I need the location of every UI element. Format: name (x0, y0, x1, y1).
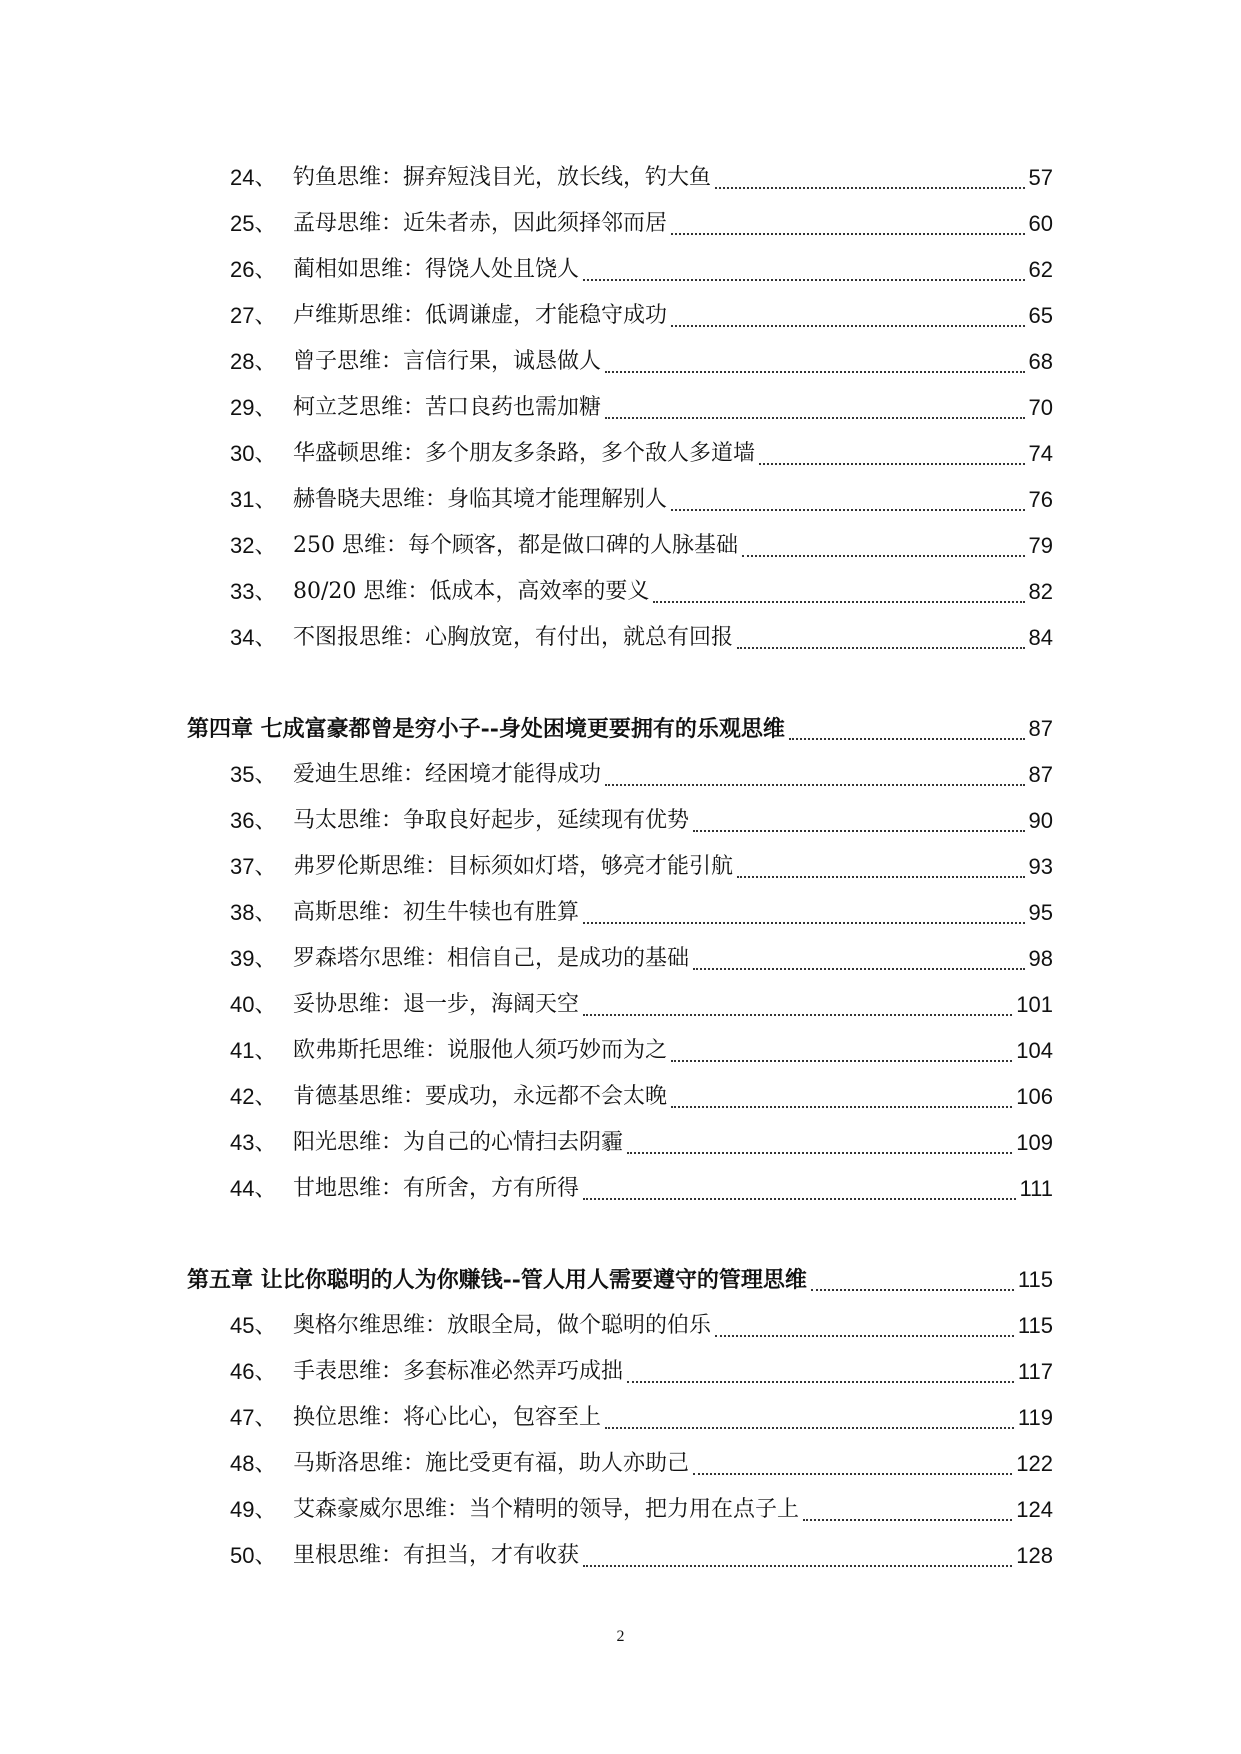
toc-entry[interactable] (187, 201, 1053, 247)
dot-leader (627, 1152, 1012, 1154)
entry-number: 50、 (230, 1543, 277, 1568)
toc-entry[interactable] (187, 1303, 1053, 1349)
dot-leader (583, 1014, 1012, 1016)
toc-entry[interactable] (187, 1028, 1053, 1074)
toc-entry[interactable] (187, 293, 1053, 339)
entry-title: 孟母思维：近朱者赤，因此须择邻而居 (293, 211, 668, 236)
entry-number: 27、 (230, 303, 277, 328)
entry-title: 艾森豪威尔思维：当个精明的领导，把力用在点子上 (293, 1497, 800, 1522)
entry-number: 39、 (230, 946, 277, 971)
entry-page-number: 98 (1028, 946, 1053, 971)
entry-number: 47、 (230, 1405, 277, 1430)
entry-number: 41、 (230, 1038, 277, 1063)
entry-title: 手表思维：多套标准必然弄巧成拙 (293, 1359, 624, 1384)
entry-title: 卢维斯思维：低调谦虚，才能稳守成功 (293, 303, 668, 328)
dot-leader (742, 555, 1025, 557)
entry-number: 29、 (230, 395, 277, 420)
entry-number: 28、 (230, 349, 277, 374)
toc-entry[interactable] (187, 155, 1053, 201)
toc-entry[interactable] (187, 1349, 1053, 1395)
entry-number: 43、 (230, 1130, 277, 1155)
entry-title: 奥格尔维思维：放眼全局，做个聪明的伯乐 (293, 1313, 712, 1338)
entry-title: 80/20 思维：低成本，高效率的要义 (293, 579, 650, 604)
entry-page-number: 106 (1016, 1084, 1053, 1109)
toc-entry[interactable] (187, 385, 1053, 431)
toc-entry[interactable] (187, 890, 1053, 936)
chapter-title: 第四章 七成富豪都曾是穷小子--身处困境更要拥有的乐观思维 (187, 716, 785, 742)
dot-leader (789, 738, 1025, 740)
entry-page-number: 117 (1017, 1359, 1053, 1384)
section-spacer (187, 661, 1053, 706)
entry-page-number: 70 (1028, 395, 1053, 420)
entry-number: 34、 (230, 625, 277, 650)
dot-leader (693, 1473, 1012, 1475)
dot-leader (583, 1565, 1012, 1567)
toc-entry[interactable] (187, 982, 1053, 1028)
entry-page-number: 128 (1016, 1543, 1053, 1568)
entry-number: 48、 (230, 1451, 277, 1476)
toc-entry[interactable] (187, 936, 1053, 982)
dot-leader (605, 1427, 1014, 1429)
toc-entry[interactable] (187, 798, 1053, 844)
entry-title: 罗森塔尔思维：相信自己，是成功的基础 (293, 946, 690, 971)
entry-number: 38、 (230, 900, 277, 925)
section-spacer (187, 1212, 1053, 1257)
entry-page-number: 79 (1028, 533, 1053, 558)
toc-entry[interactable] (187, 1487, 1053, 1533)
entry-number: 35、 (230, 762, 277, 787)
entry-title: 阳光思维：为自己的心情扫去阴霾 (293, 1130, 624, 1155)
entry-page-number: 60 (1028, 211, 1053, 236)
dot-leader (803, 1519, 1012, 1521)
chapter-page-number: 87 (1028, 716, 1053, 741)
entry-title: 妥协思维：退一步，海阔天空 (293, 992, 580, 1017)
dot-leader (759, 463, 1025, 465)
entry-number: 31、 (230, 487, 277, 512)
toc-entry[interactable] (187, 431, 1053, 477)
entry-page-number: 122 (1016, 1451, 1053, 1476)
entry-number: 37、 (230, 854, 277, 879)
entry-number: 25、 (230, 211, 277, 236)
dot-leader (671, 233, 1025, 235)
entry-number: 30、 (230, 441, 277, 466)
toc-entry[interactable] (187, 339, 1053, 385)
dot-leader (715, 1335, 1014, 1337)
entry-page-number: 68 (1028, 349, 1053, 374)
entry-number: 49、 (230, 1497, 277, 1522)
entry-title: 欧弗斯托思维：说服他人须巧妙而为之 (293, 1038, 668, 1063)
dot-leader (671, 1106, 1012, 1108)
page-footer-number: 2 (616, 1628, 625, 1645)
entry-title: 肯德基思维：要成功，永远都不会太晚 (293, 1084, 668, 1109)
dot-leader (583, 922, 1025, 924)
entry-number: 32、 (230, 533, 277, 558)
entry-page-number: 82 (1028, 579, 1053, 604)
toc-entry[interactable] (187, 247, 1053, 293)
toc-entry[interactable] (187, 615, 1053, 661)
entry-title: 换位思维：将心比心，包容至上 (293, 1405, 602, 1430)
entry-title: 蔺相如思维：得饶人处且饶人 (293, 257, 580, 282)
entry-number: 45、 (230, 1313, 277, 1338)
toc-group (187, 706, 1053, 1212)
dot-leader (583, 279, 1025, 281)
toc-entry[interactable] (187, 1166, 1053, 1212)
entry-title: 赫鲁晓夫思维：身临其境才能理解别人 (293, 487, 668, 512)
dot-leader (737, 876, 1025, 878)
chapter-page-number: 115 (1017, 1267, 1053, 1292)
entry-title: 曾子思维：言信行果，诚恳做人 (293, 349, 602, 374)
entry-title: 马斯洛思维：施比受更有福，助人亦助己 (293, 1451, 690, 1476)
entry-page-number: 84 (1028, 625, 1053, 650)
toc-entry[interactable] (187, 569, 1053, 615)
entry-page-number: 101 (1016, 992, 1053, 1017)
entry-title: 不图报思维：心胸放宽，有付出，就总有回报 (293, 625, 734, 650)
entry-page-number: 119 (1017, 1405, 1053, 1430)
entry-title: 马太思维：争取良好起步，延续现有优势 (293, 808, 690, 833)
entry-number: 26、 (230, 257, 277, 282)
entry-page-number: 124 (1016, 1497, 1053, 1522)
dot-leader (605, 371, 1025, 373)
dot-leader (605, 784, 1025, 786)
entry-page-number: 76 (1028, 487, 1053, 512)
entry-number: 24、 (230, 165, 277, 190)
toc-entry[interactable] (187, 1120, 1053, 1166)
toc-entry[interactable] (187, 844, 1053, 890)
entry-page-number: 109 (1016, 1130, 1053, 1155)
entry-number: 44、 (230, 1176, 277, 1201)
dot-leader (671, 509, 1025, 511)
entry-title: 爱迪生思维：经困境才能得成功 (293, 762, 602, 787)
entry-title: 高斯思维：初生牛犊也有胜算 (293, 900, 580, 925)
entry-title: 250 思维：每个顾客，都是做口碑的人脉基础 (293, 533, 738, 558)
toc-group (187, 155, 1053, 661)
entry-title: 甘地思维：有所舍，方有所得 (293, 1176, 580, 1201)
entry-title: 柯立芝思维：苦口良药也需加糖 (293, 395, 602, 420)
entry-number: 46、 (230, 1359, 277, 1384)
entry-page-number: 90 (1028, 808, 1053, 833)
entry-title: 弗罗伦斯思维：目标须如灯塔，够亮才能引航 (293, 854, 734, 879)
dot-leader (737, 647, 1025, 649)
entry-number: 36、 (230, 808, 277, 833)
toc-entry[interactable] (187, 477, 1053, 523)
entry-page-number: 87 (1028, 762, 1053, 787)
dot-leader (671, 325, 1025, 327)
entry-page-number: 62 (1028, 257, 1053, 282)
entry-title: 华盛顿思维：多个朋友多条路，多个敌人多道墙 (293, 441, 756, 466)
entry-page-number: 115 (1017, 1313, 1053, 1338)
entry-page-number: 74 (1028, 441, 1053, 466)
toc-group (187, 1257, 1053, 1579)
dot-leader (583, 1198, 1016, 1200)
chapter-heading[interactable] (187, 1257, 1053, 1303)
dot-leader (693, 830, 1025, 832)
toc-entry[interactable] (187, 1441, 1053, 1487)
dot-leader (671, 1060, 1012, 1062)
toc-entry[interactable] (187, 523, 1053, 569)
entry-number: 42、 (230, 1084, 277, 1109)
chapter-title: 第五章 让比你聪明的人为你赚钱--管人用人需要遵守的管理思维 (187, 1267, 807, 1293)
entry-page-number: 57 (1028, 165, 1053, 190)
chapter-heading[interactable] (187, 706, 1053, 752)
toc-entry[interactable] (187, 752, 1053, 798)
entry-page-number: 104 (1016, 1038, 1053, 1063)
entry-number: 33、 (230, 579, 277, 604)
table-of-contents (187, 155, 1053, 1579)
entry-title: 钓鱼思维：摒弃短浅目光，放长线，钓大鱼 (293, 165, 712, 190)
dot-leader (627, 1381, 1014, 1383)
entry-page-number: 65 (1028, 303, 1053, 328)
dot-leader (653, 601, 1024, 603)
dot-leader (811, 1289, 1014, 1291)
dot-leader (693, 968, 1025, 970)
toc-entry[interactable] (187, 1395, 1053, 1441)
entry-page-number: 111 (1019, 1176, 1053, 1201)
dot-leader (715, 187, 1025, 189)
entry-title: 里根思维：有担当，才有收获 (293, 1543, 580, 1568)
entry-page-number: 93 (1028, 854, 1053, 879)
entry-page-number: 95 (1028, 900, 1053, 925)
toc-entry[interactable] (187, 1533, 1053, 1579)
dot-leader (605, 417, 1025, 419)
entry-number: 40、 (230, 992, 277, 1017)
toc-entry[interactable] (187, 1074, 1053, 1120)
